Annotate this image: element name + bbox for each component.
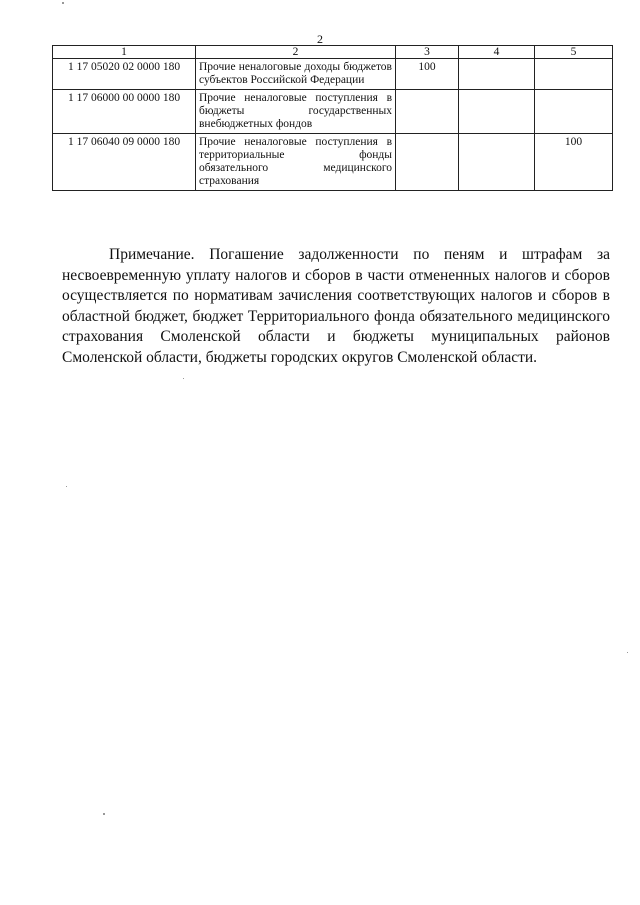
scan-speck xyxy=(66,486,67,487)
share-cell-col3 xyxy=(396,134,459,191)
scan-speck xyxy=(62,2,64,4)
revenue-name-cell: Прочие неналоговые поступления в территориальные фонды обязательного медицинского страхования xyxy=(196,134,396,191)
revenue-code-cell: 1 17 06000 00 0000 180 xyxy=(53,90,196,134)
share-cell-col3 xyxy=(396,90,459,134)
column-header-2: 2 xyxy=(196,46,396,59)
table-header-row xyxy=(53,46,613,59)
table-row xyxy=(53,59,613,90)
column-header-5: 5 xyxy=(535,46,613,59)
column-header-1: 1 xyxy=(53,46,196,59)
share-cell-col4 xyxy=(459,59,535,90)
page-number: 2 xyxy=(317,32,323,46)
share-cell-col4 xyxy=(459,134,535,191)
column-header-4: 4 xyxy=(459,46,535,59)
scan-speck xyxy=(103,813,105,815)
revenue-name-cell: Прочие неналоговые доходы бюджетов субъектов Российской Федерации xyxy=(196,59,396,90)
table-row xyxy=(53,134,613,191)
revenue-name-cell: Прочие неналоговые поступления в бюджеты государственных внебюджетных фондов xyxy=(196,90,396,134)
share-cell-col5: 100 xyxy=(535,134,613,191)
scan-speck xyxy=(183,378,184,379)
revenue-code-cell: 1 17 05020 02 0000 180 xyxy=(53,59,196,90)
scan-speck xyxy=(627,652,628,653)
share-cell-col5 xyxy=(535,59,613,90)
revenue-code-cell: 1 17 06040 09 0000 180 xyxy=(53,134,196,191)
share-cell-col4 xyxy=(459,90,535,134)
table-row xyxy=(53,90,613,134)
share-cell-col5 xyxy=(535,90,613,134)
share-cell-col3: 100 xyxy=(396,59,459,90)
budget-revenue-table xyxy=(52,45,613,191)
column-header-3: 3 xyxy=(396,46,459,59)
footnote-paragraph: Примечание. Погашение задолженности по пеням и штрафам за несвоевременную уплату налогов и сборов в части отмененных налогов и сборов осуществляется по нормативам зачисления соответствующих налогов и сборов в областной бюджет, бюджет Территориального фонда обязательного медицинского страхования Смоленской области и бюджеты муниципальных районов Смоленской области, бюджеты городских округов Смоленской области. xyxy=(62,246,610,366)
